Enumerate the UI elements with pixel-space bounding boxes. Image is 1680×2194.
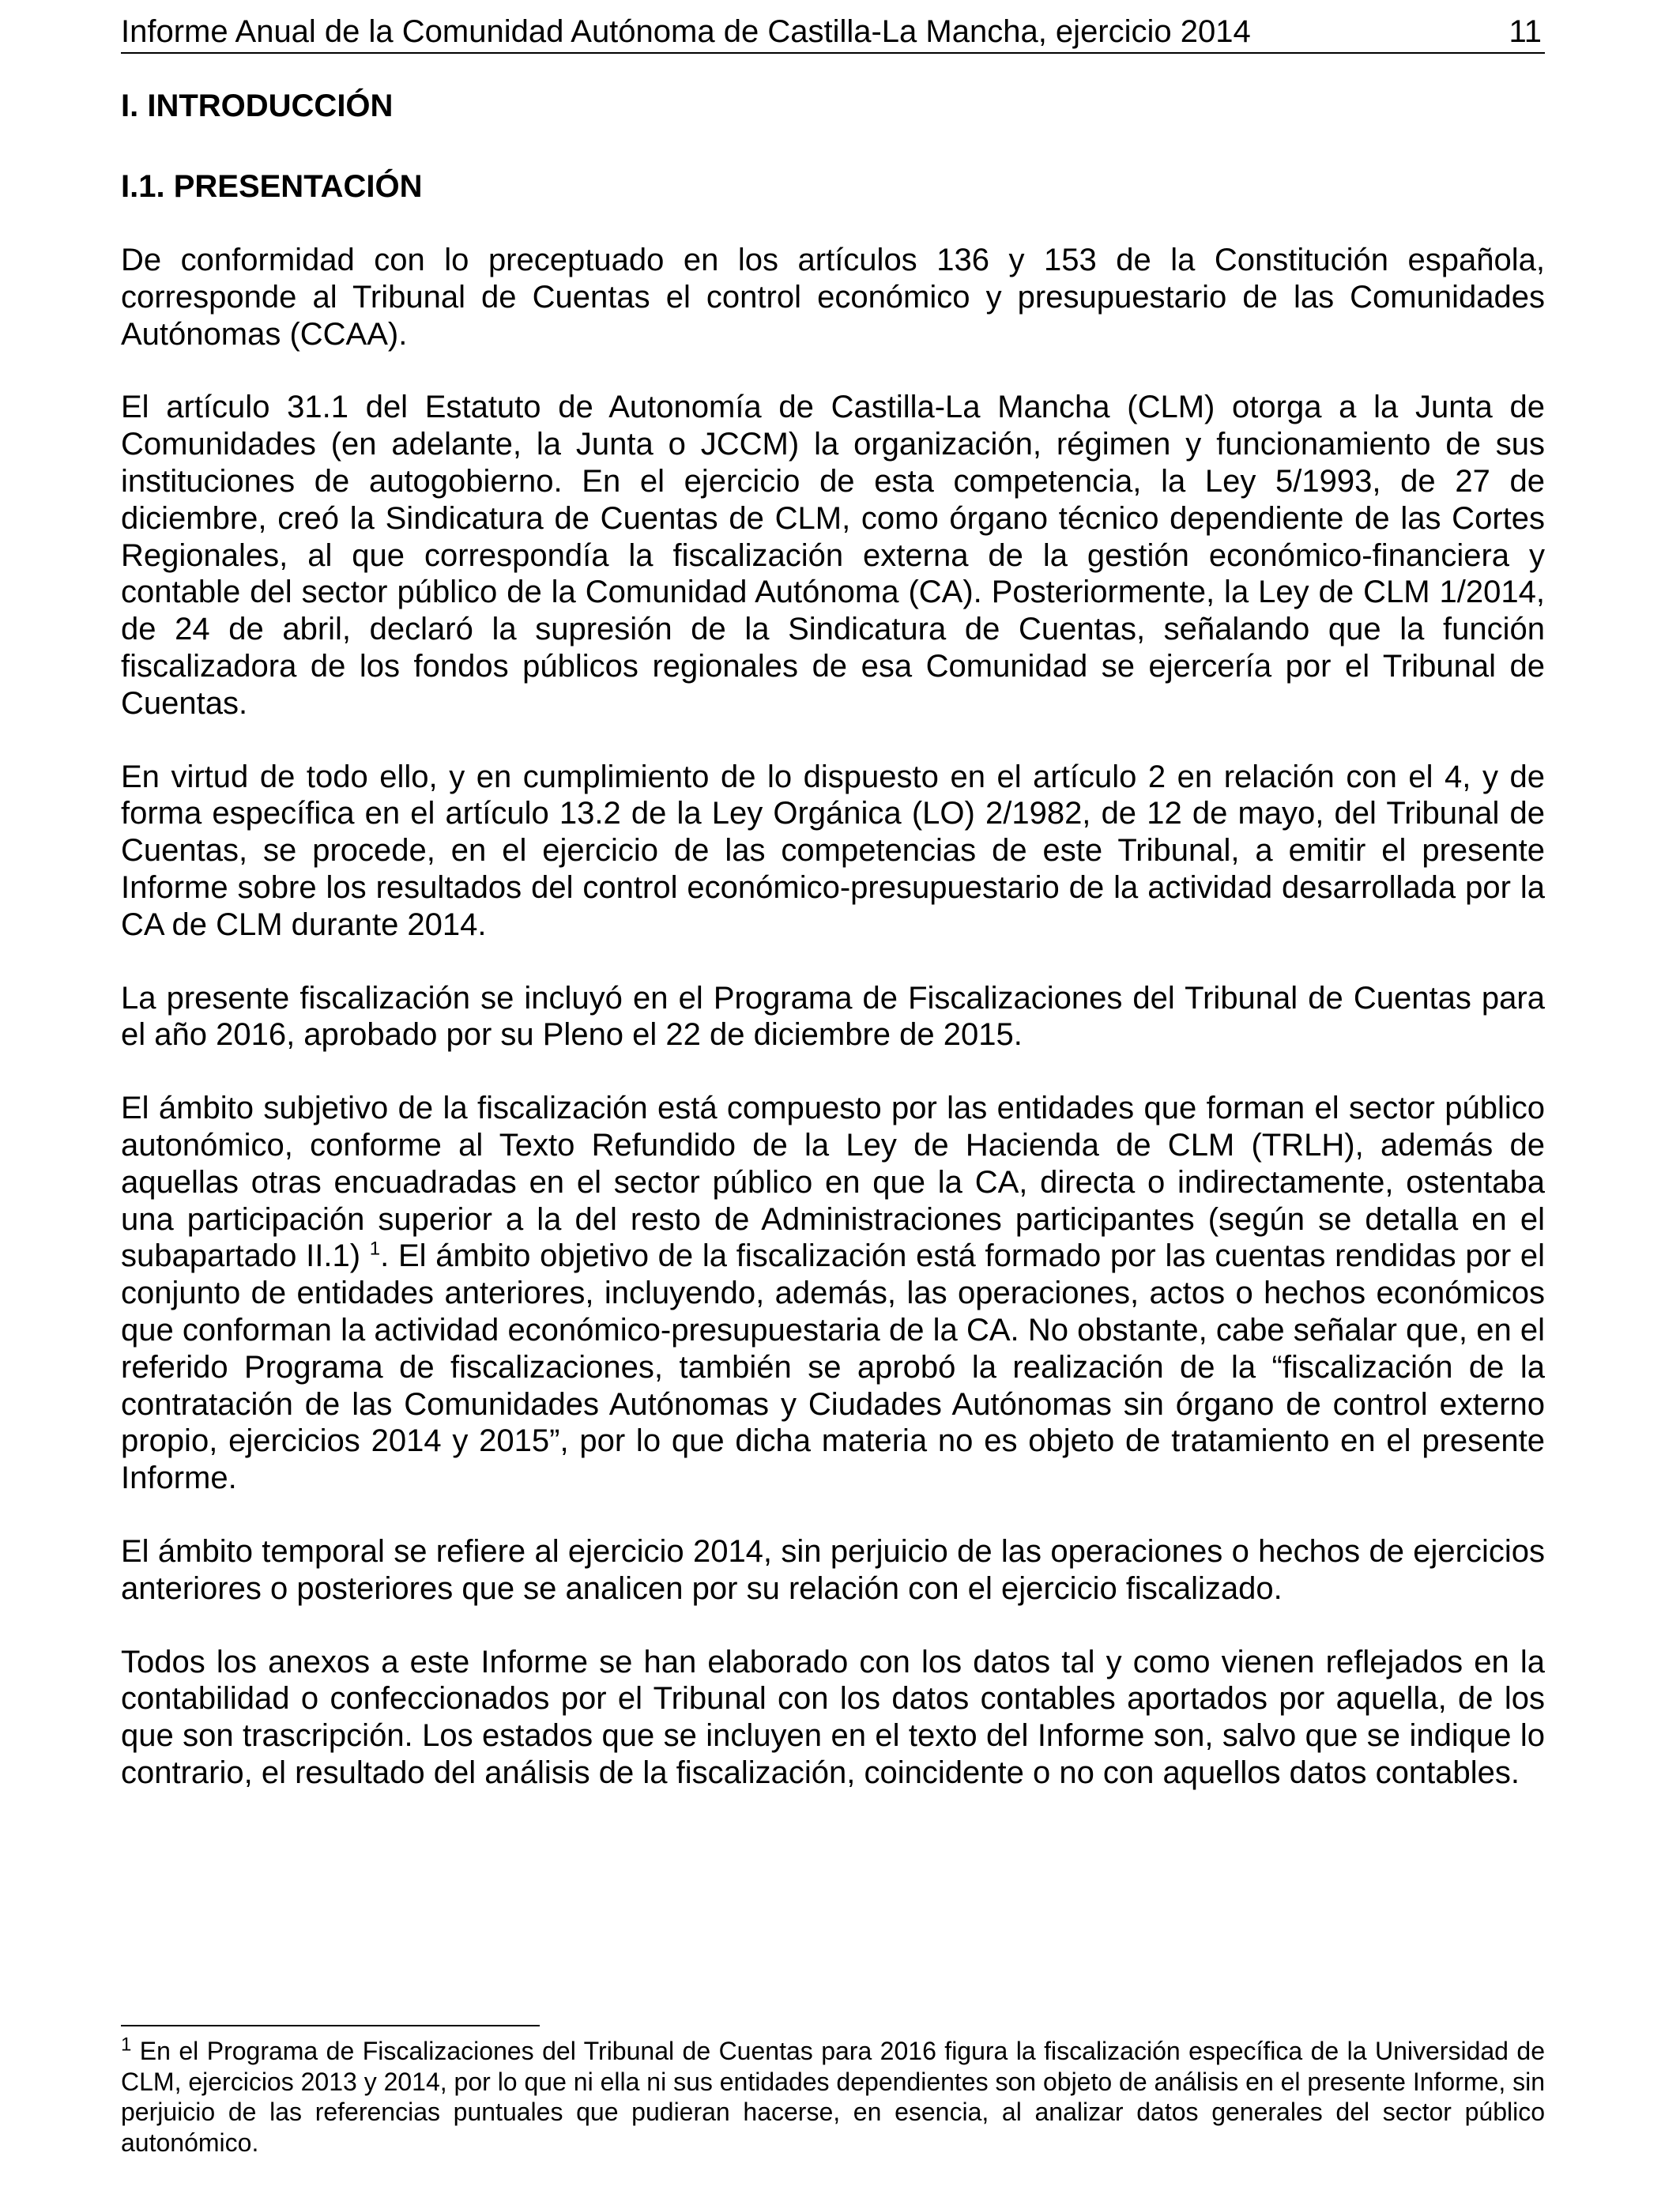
footnote bbox=[121, 2036, 1545, 2158]
footnote-reference[interactable]: 1 bbox=[369, 1238, 381, 1260]
footnote-text: En el Programa de Fiscalizaciones del Tribunal de Cuentas para 2016 figura la fiscalización específica de la Universidad de CLM, ejercicios 2013 y 2014, por lo que ni ella ni sus entidades dependientes son objeto de análisis en el presente Informe, sin perjuicio de las referencias puntuales que pudieran hacerse, en esencia, al analizar datos generales del sector público autonómico. bbox=[121, 2037, 1546, 2157]
section-subtitle: I.1. PRESENTACIÓN bbox=[121, 169, 423, 204]
paragraph-3: En virtud de todo ello, y en cumplimiento de lo dispuesto en el artículo 2 en relación con el 4, y de forma específica en el artículo 13.2 de la Ley Orgánica (LO) 2/1982, de 12 de mayo, del Tribunal de Cuentas, se procede, en el ejercicio de las competencias de este Tribunal, a emitir el presente Informe sobre los resultados del control económico-presupuestario de la actividad desarrollada por la CA de CLM durante 2014. bbox=[121, 759, 1545, 942]
page-body bbox=[121, 87, 1545, 1828]
paragraph-7: Todos los anexos a este Informe se han elaborado con los datos tal y como vienen reflejados en la contabilidad o confeccionados por el Tribunal con los datos contables aportados por aquella, de los que son trascripción. Los estados que se incluyen en el texto del Informe son, salvo que se indique lo contrario, el resultado del análisis de la fiscalización, coincidente o no con aquellos datos contables. bbox=[121, 1644, 1545, 1790]
paragraph-5-part-2: . El ámbito objetivo de la fiscalización está formado por las cuentas rendidas por el conjunto de entidades anteriores, incluyendo, además, las operaciones, actos o hechos económicos que conforman la actividad económico-presupuestaria de la CA. No obstante, cabe señalar que, en el referido Programa de fiscalizaciones, también se aprobó la realización de la “fiscalización de la contratación de las Comunidades Autónomas y Ciudades Autónomas sin órgano de control externo propio, ejercicios 2014 y 2015”, por lo que dicha materia no es objeto de tratamiento en el presente Informe. bbox=[121, 1238, 1546, 1496]
report-title: Informe Anual de la Comunidad Autónoma de Castilla-La Mancha, ejercicio 2014 bbox=[121, 14, 1251, 49]
paragraph-6: El ámbito temporal se refiere al ejercicio 2014, sin perjuicio de las operaciones o hechos de ejercicios anteriores o posteriores que se analicen por su relación con el ejercicio fiscalizado. bbox=[121, 1533, 1545, 1606]
paragraph-2: El artículo 31.1 del Estatuto de Autonomía de Castilla-La Mancha (CLM) otorga a la Junta de Comunidades (en adelante, la Junta o JCCM) la organización, régimen y funcionamiento de sus instituciones de autogobierno. En el ejercicio de esta competencia, la Ley 5/1993, de 27 de diciembre, creó la Sindicatura de Cuentas de CLM, como órgano técnico dependiente de las Cortes Regionales, al que correspondía la fiscalización externa de la gestión económico-financiera y contable del sector público de la Comunidad Autónoma (CA). Posteriormente, la Ley de CLM 1/2014, de 24 de abril, declaró la supresión de la Sindicatura de Cuentas, señalando que la función fiscalizadora de los fondos públicos regionales de esa Comunidad se ejercería por el Tribunal de Cuentas. bbox=[121, 390, 1545, 721]
footnote-marker: 1 bbox=[121, 2034, 132, 2056]
page-number: 11 bbox=[1509, 14, 1542, 49]
paragraph-5 bbox=[121, 1090, 1545, 1497]
footnote-divider bbox=[121, 2025, 540, 2026]
section-title: I. INTRODUCCIÓN bbox=[121, 89, 394, 123]
paragraph-5-part-1: El ámbito subjetivo de la fiscalización está compuesto por las entidades que forman el sector público autonómico, conforme al Texto Refundido de la Ley de Hacienda de CLM (TRLH), además de aquellas otras encuadradas en el sector público en que la CA, directa o indirectamente, ostentaba una participación superior a la del resto de Administraciones participantes (según se detalla en el subapartado II.1) bbox=[121, 1091, 1545, 1274]
paragraph-1: De conformidad con lo preceptuado en los artículos 136 y 153 de la Constitución española, corresponde al Tribunal de Cuentas el control económico y presupuestario de las Comunidades Autónomas (CCAA). bbox=[121, 243, 1545, 352]
page-header bbox=[121, 11, 1545, 54]
paragraph-4: La presente fiscalización se incluyó en el Programa de Fiscalizaciones del Tribunal de Cuentas para el año 2016, aprobado por su Pleno el 22 de diciembre de 2015. bbox=[121, 980, 1545, 1053]
